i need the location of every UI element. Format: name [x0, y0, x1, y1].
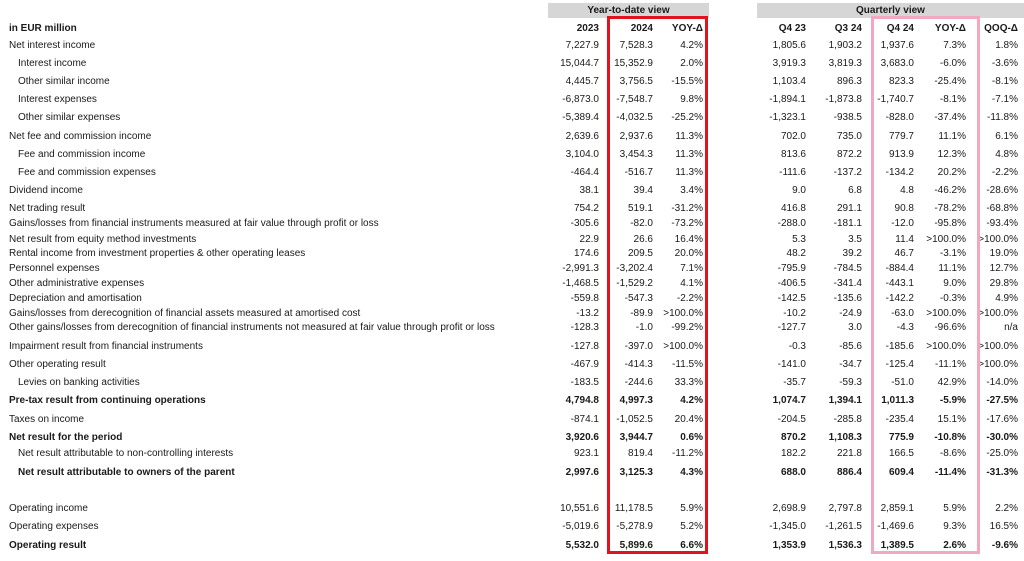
row-label: Depreciation and amortisation — [9, 293, 142, 304]
row-value: 1,389.5 — [880, 540, 914, 551]
row-value: 3.4% — [680, 185, 703, 196]
row-value: -397.0 — [624, 341, 653, 352]
row-value: 1,103.4 — [772, 76, 806, 87]
row-value: 20.2% — [937, 167, 966, 178]
row-value: 702.0 — [780, 131, 806, 142]
row-value: -127.7 — [777, 322, 806, 333]
row-value: 16.4% — [674, 234, 703, 245]
row-value: >100.0% — [926, 308, 966, 319]
row-value: -141.0 — [777, 359, 806, 370]
row-label: Pre-tax result from continuing operations — [9, 395, 206, 406]
row-value: -2.2% — [676, 293, 703, 304]
row-value: >100.0% — [978, 308, 1018, 319]
row-label: Gains/losses from financial instruments measured at fair value through profit or loss — [9, 218, 379, 229]
row-value: 4,997.3 — [619, 395, 653, 406]
row-value: 9.8% — [680, 94, 703, 105]
row-value: 4.8 — [900, 185, 914, 196]
row-value: 4.1% — [680, 278, 703, 289]
column-header: Q4 23 — [778, 23, 806, 34]
row-value: 291.1 — [836, 203, 862, 214]
row-value: -111.6 — [779, 167, 806, 178]
ytd-view-header: Year-to-date view — [548, 3, 709, 18]
row-label: Other similar expenses — [18, 112, 121, 123]
row-label: Impairment result from financial instruments — [9, 341, 203, 352]
row-label: Interest income — [18, 58, 87, 69]
row-value: 209.5 — [627, 248, 653, 259]
row-value: -1.0 — [635, 322, 653, 333]
row-value: 5,532.0 — [565, 540, 599, 551]
row-label: Net trading result — [9, 203, 86, 214]
row-value: -11.5% — [672, 359, 703, 370]
row-label: Net result attributable to non-controlling interests — [18, 448, 234, 459]
row-value: >100.0% — [663, 308, 703, 319]
row-value: -183.5 — [570, 377, 599, 388]
row-value: 9.0% — [943, 278, 966, 289]
row-value: 5.3 — [792, 234, 806, 245]
row-value: -5,278.9 — [616, 521, 653, 532]
row-value: 11.1% — [938, 263, 966, 274]
row-value: 39.2 — [842, 248, 862, 259]
row-value: 819.4 — [627, 448, 653, 459]
row-value: 11.3% — [675, 149, 703, 160]
row-label: Fee and commission expenses — [18, 167, 156, 178]
row-value: >100.0% — [978, 359, 1018, 370]
row-value: -28.6% — [986, 185, 1018, 196]
row-value: 896.3 — [836, 76, 862, 87]
row-value: -884.4 — [885, 263, 914, 274]
row-value: -8.1% — [991, 76, 1018, 87]
row-value: -10.2 — [783, 308, 806, 319]
row-value: >100.0% — [926, 234, 966, 245]
column-header: Q3 24 — [834, 23, 862, 34]
row-value: -127.8 — [570, 341, 599, 352]
row-value: -5.9% — [939, 395, 966, 406]
row-value: 5.2% — [680, 521, 703, 532]
row-value: 22.9 — [579, 234, 599, 245]
row-label: Other similar income — [18, 76, 110, 87]
row-value: 3,919.3 — [772, 58, 806, 69]
unit-label: in EUR million — [9, 23, 77, 34]
row-value: 11,178.5 — [614, 503, 653, 514]
row-value: -6.0% — [939, 58, 966, 69]
row-value: -235.4 — [885, 414, 914, 425]
row-value: 7,227.9 — [565, 40, 599, 51]
row-value: 12.7% — [989, 263, 1018, 274]
row-value: -6,873.0 — [562, 94, 599, 105]
row-value: 2,797.8 — [828, 503, 862, 514]
row-label: Net interest income — [9, 40, 96, 51]
row-value: -78.2% — [934, 203, 966, 214]
row-label: Dividend income — [9, 185, 83, 196]
row-value: >100.0% — [926, 341, 966, 352]
row-value: -93.4% — [986, 218, 1018, 229]
row-value: -3.1% — [939, 248, 966, 259]
row-value: 19.0% — [989, 248, 1018, 259]
row-value: 4,445.7 — [565, 76, 599, 87]
row-value: -1,740.7 — [877, 94, 914, 105]
row-value: 12.3% — [937, 149, 966, 160]
row-value: >100.0% — [978, 341, 1018, 352]
row-value: -37.4% — [934, 112, 966, 123]
row-value: -1,323.1 — [769, 112, 806, 123]
row-value: -125.4 — [885, 359, 914, 370]
row-value: -181.1 — [833, 218, 862, 229]
row-value: 886.4 — [836, 467, 862, 478]
row-value: -1,469.6 — [877, 521, 914, 532]
row-value: -46.2% — [934, 185, 966, 196]
row-value: 2,997.6 — [565, 467, 599, 478]
row-value: 1.8% — [995, 40, 1018, 51]
row-label: Rental income from investment properties & other operating leases — [9, 248, 306, 259]
row-value: 7,528.3 — [619, 40, 653, 51]
row-label: Net result attributable to owners of the parent — [18, 467, 235, 478]
row-value: -1,052.5 — [616, 414, 653, 425]
row-value: -7.1% — [991, 94, 1018, 105]
row-value: -12.0 — [891, 218, 914, 229]
row-label: Personnel expenses — [9, 263, 100, 274]
row-value: -1,873.8 — [825, 94, 862, 105]
row-value: 416.8 — [780, 203, 806, 214]
row-value: 20.0% — [674, 248, 703, 259]
row-value: 1,011.3 — [881, 395, 914, 406]
row-value: 3,125.3 — [619, 467, 653, 478]
row-value: -27.5% — [986, 395, 1018, 406]
row-value: -547.3 — [624, 293, 653, 304]
row-value: 182.2 — [780, 448, 806, 459]
row-value: 779.7 — [888, 131, 914, 142]
ytd-2024-highlight-box — [607, 16, 708, 554]
row-value: -795.9 — [777, 263, 806, 274]
row-label: Other gains/losses from derecognition of financial instruments not measured at fair value through profit or loss — [9, 322, 495, 333]
row-value: -0.3% — [939, 293, 966, 304]
row-value: -204.5 — [777, 414, 806, 425]
row-value: 7.1% — [680, 263, 703, 274]
row-value: -1,894.1 — [769, 94, 806, 105]
row-value: 3,454.3 — [619, 149, 653, 160]
row-value: 2,937.6 — [619, 131, 653, 142]
row-value: 1,353.9 — [772, 540, 806, 551]
row-value: 33.3% — [674, 377, 703, 388]
row-value: 3,683.0 — [880, 58, 914, 69]
row-value: -443.1 — [885, 278, 914, 289]
row-value: -128.3 — [570, 322, 599, 333]
row-value: 4.2% — [680, 40, 703, 51]
row-value: -82.0 — [630, 218, 653, 229]
column-header: YOY-Δ — [671, 23, 703, 34]
row-value: 775.9 — [888, 432, 914, 443]
row-value: 39.4 — [633, 185, 653, 196]
row-value: -25.0% — [986, 448, 1018, 459]
column-header: 2024 — [630, 23, 653, 34]
row-value: -288.0 — [777, 218, 806, 229]
row-label: Other operating result — [9, 359, 106, 370]
row-value: 15.1% — [937, 414, 966, 425]
row-value: 3,756.5 — [619, 76, 653, 87]
row-value: -96.6% — [934, 322, 966, 333]
row-value: -244.6 — [624, 377, 653, 388]
row-value: -68.8% — [986, 203, 1018, 214]
row-label: Levies on banking activities — [18, 377, 140, 388]
row-value: 688.0 — [780, 467, 806, 478]
row-value: -3,202.4 — [616, 263, 653, 274]
row-value: 166.5 — [888, 448, 914, 459]
column-header: QOQ-Δ — [984, 23, 1018, 34]
row-value: 0.6% — [680, 432, 703, 443]
row-value: 2.0% — [680, 58, 703, 69]
row-value: 7.3% — [943, 40, 966, 51]
row-value: 11.3% — [675, 131, 703, 142]
row-value: -95.8% — [934, 218, 966, 229]
row-value: 10,551.6 — [560, 503, 599, 514]
row-value: -24.9 — [839, 308, 862, 319]
row-value: 1,536.3 — [828, 540, 862, 551]
row-value: 1,074.7 — [772, 395, 806, 406]
row-value: -13.2 — [576, 308, 599, 319]
row-value: 1,394.1 — [828, 395, 862, 406]
column-header: YOY-Δ — [934, 23, 966, 34]
row-value: -25.4% — [934, 76, 966, 87]
row-value: 913.9 — [888, 149, 914, 160]
row-value: -285.8 — [833, 414, 862, 425]
row-value: 2,639.6 — [565, 131, 599, 142]
row-value: 11.4 — [895, 234, 914, 245]
row-value: 15,044.7 — [560, 58, 599, 69]
row-value: -7,548.7 — [616, 94, 653, 105]
row-value: -9.6% — [991, 540, 1018, 551]
row-value: -341.4 — [833, 278, 862, 289]
row-label: Taxes on income — [9, 414, 85, 425]
row-value: -828.0 — [885, 112, 914, 123]
row-value: -0.3 — [788, 341, 806, 352]
row-label: Net result for the period — [9, 432, 123, 443]
row-value: 11.1% — [938, 131, 966, 142]
row-value: 11.3% — [675, 167, 703, 178]
row-value: 29.8% — [989, 278, 1018, 289]
row-value: 923.1 — [573, 448, 599, 459]
row-value: 735.0 — [836, 131, 862, 142]
row-value: -1,529.2 — [616, 278, 653, 289]
row-value: 3,944.7 — [619, 432, 653, 443]
row-value: 38.1 — [579, 185, 599, 196]
row-label: Operating expenses — [9, 521, 99, 532]
row-value: n/a — [1004, 322, 1018, 333]
row-value: 9.0 — [792, 185, 806, 196]
row-value: 2.6% — [943, 540, 966, 551]
row-value: -1,261.5 — [825, 521, 862, 532]
row-value: -30.0% — [986, 432, 1018, 443]
row-label: Operating income — [9, 503, 88, 514]
row-label: Interest expenses — [18, 94, 97, 105]
row-value: -305.6 — [570, 218, 599, 229]
row-value: 5.9% — [680, 503, 703, 514]
row-value: 4.3% — [680, 467, 703, 478]
row-value: 1,108.3 — [828, 432, 862, 443]
row-value: -35.7 — [783, 377, 806, 388]
row-value: 4.2% — [680, 395, 703, 406]
row-value: 754.2 — [573, 203, 599, 214]
row-value: -17.6% — [986, 414, 1018, 425]
row-value: -11.1% — [935, 359, 966, 370]
row-value: 3,819.3 — [828, 58, 862, 69]
row-value: -10.8% — [934, 432, 966, 443]
row-value: -2.2% — [991, 167, 1018, 178]
row-value: 2.2% — [995, 503, 1018, 514]
row-value: -5,389.4 — [562, 112, 599, 123]
row-value: 6.8 — [848, 185, 862, 196]
row-value: -784.5 — [833, 263, 862, 274]
row-value: 4.9% — [995, 293, 1018, 304]
row-value: -3.6% — [991, 58, 1018, 69]
row-value: -8.1% — [939, 94, 966, 105]
row-value: -185.6 — [885, 341, 914, 352]
row-value: 174.6 — [573, 248, 599, 259]
row-value: 3.0 — [848, 322, 862, 333]
row-value: 3,104.0 — [565, 149, 599, 160]
column-header: 2023 — [576, 23, 599, 34]
quarterly-view-header: Quarterly view — [757, 3, 1024, 18]
row-value: -11.4% — [934, 467, 966, 478]
row-value: 221.8 — [836, 448, 862, 459]
row-label: Fee and commission income — [18, 149, 146, 160]
row-value: -406.5 — [777, 278, 806, 289]
row-value: -5,019.6 — [562, 521, 599, 532]
row-value: -73.2% — [671, 218, 703, 229]
row-value: -2,991.3 — [562, 263, 599, 274]
row-value: -938.5 — [833, 112, 862, 123]
row-label: Other administrative expenses — [9, 278, 145, 289]
row-value: 46.7 — [894, 248, 914, 259]
row-value: 15,352.9 — [614, 58, 653, 69]
row-value: 872.2 — [836, 149, 862, 160]
row-value: 1,937.6 — [880, 40, 914, 51]
row-value: -51.0 — [891, 377, 914, 388]
row-value: 2,698.9 — [772, 503, 806, 514]
row-value: -559.8 — [570, 293, 599, 304]
row-value: 609.4 — [888, 467, 914, 478]
row-value: -464.4 — [570, 167, 599, 178]
row-value: -1,468.5 — [562, 278, 599, 289]
row-value: -142.2 — [885, 293, 914, 304]
row-label: Net fee and commission income — [9, 131, 152, 142]
row-value: 20.4% — [674, 414, 703, 425]
row-value: -89.9 — [630, 308, 653, 319]
row-value: -31.2% — [671, 203, 703, 214]
row-value: 519.1 — [627, 203, 653, 214]
row-value: -15.5% — [671, 76, 703, 87]
row-value: 9.3% — [943, 521, 966, 532]
row-value: 5.9% — [943, 503, 966, 514]
row-value: 3,920.6 — [565, 432, 599, 443]
row-value: 5,899.6 — [619, 540, 653, 551]
row-value: -4,032.5 — [616, 112, 653, 123]
row-value: 90.8 — [894, 203, 914, 214]
row-value: 48.2 — [786, 248, 806, 259]
row-value: -467.9 — [570, 359, 599, 370]
row-value: 6.1% — [995, 131, 1018, 142]
row-value: -11.2% — [672, 448, 703, 459]
row-value: 870.2 — [780, 432, 806, 443]
row-value: -874.1 — [570, 414, 599, 425]
row-value: 4,794.8 — [565, 395, 599, 406]
row-value: -11.8% — [987, 112, 1018, 123]
row-value: -99.2% — [671, 322, 703, 333]
row-value: 6.6% — [680, 540, 703, 551]
column-header: Q4 24 — [886, 23, 914, 34]
row-value: 1,903.2 — [828, 40, 862, 51]
row-value: -1,345.0 — [769, 521, 806, 532]
row-value: -63.0 — [891, 308, 914, 319]
row-value: -137.2 — [833, 167, 862, 178]
row-value: -34.7 — [839, 359, 862, 370]
row-value: 823.3 — [888, 76, 914, 87]
row-value: 4.8% — [995, 149, 1018, 160]
row-value: 3.5 — [848, 234, 862, 245]
row-value: -135.6 — [833, 293, 862, 304]
row-value: -85.6 — [839, 341, 862, 352]
row-value: 26.6 — [633, 234, 653, 245]
row-value: -142.5 — [777, 293, 806, 304]
row-value: >100.0% — [663, 341, 703, 352]
row-label: Gains/losses from derecognition of financial assets measured at amortised cost — [9, 308, 361, 319]
row-value: 1,805.6 — [772, 40, 806, 51]
row-value: 813.6 — [780, 149, 806, 160]
row-value: 42.9% — [937, 377, 966, 388]
row-label: Operating result — [9, 540, 87, 551]
row-value: -4.3 — [896, 322, 914, 333]
row-value: -31.3% — [986, 467, 1018, 478]
row-label: Net result from equity method investments — [9, 234, 197, 245]
row-value: -516.7 — [624, 167, 653, 178]
row-value: -8.6% — [939, 448, 966, 459]
row-value: -25.2% — [671, 112, 703, 123]
row-value: -134.2 — [885, 167, 914, 178]
q4-24-highlight-box — [871, 16, 980, 554]
row-value: -14.0% — [986, 377, 1018, 388]
row-value: 16.5% — [989, 521, 1018, 532]
row-value: -59.3 — [839, 377, 862, 388]
row-value: 2,859.1 — [880, 503, 914, 514]
row-value: >100.0% — [978, 234, 1018, 245]
row-value: -414.3 — [624, 359, 653, 370]
